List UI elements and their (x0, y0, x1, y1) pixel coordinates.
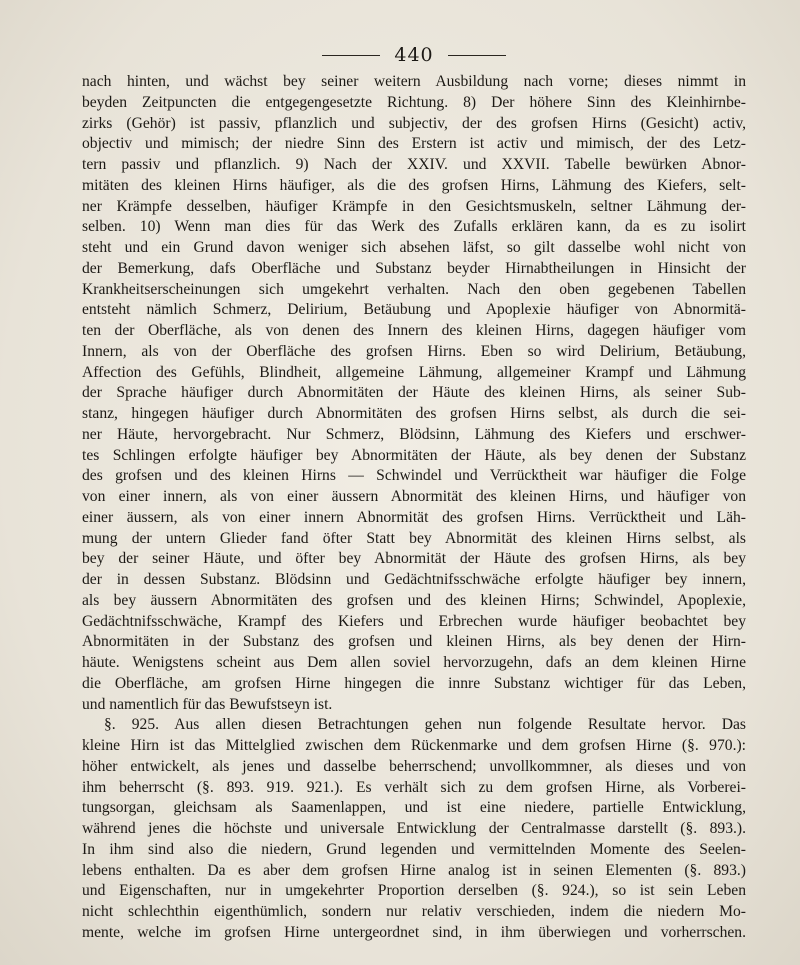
header-rule-left (322, 55, 380, 56)
text-line: zirks (Gehör) ist passiv, pflanzlich und subjectiv, der des grofsen Hirns (Gesicht) activ, (82, 114, 746, 132)
text-line: tern passiv und pflanzlich. 9) Nach der XXIV. und XXVII. Tabelle bewürken Abnor- (82, 156, 746, 173)
text-line: der in dessen Substanz. Blödsinn und Gedächtnifsschwäche erfolgte häufiger bey innern, (82, 571, 746, 588)
text-line: lebens enthalten. Da es aber dem grofsen Hirne analog ist in seinen Elementen (§. 893.) (82, 861, 746, 879)
text-line: und Eigenschaften, nur in umgekehrter Proportion derselben (§. 924.), so ist sein Leben (82, 882, 746, 900)
text-line: ner Häute, hervorgebracht. Nur Schmerz, Blödsinn, Lähmung des Kiefers und erschwer- (82, 425, 746, 443)
text-line: kleine Hirn ist das Mittelglied zwischen dem Rückenmarke und dem grofsen Hirne (§. 970.): (82, 737, 746, 754)
text-line: Innern, als von der Oberfläche des grofsen Hirns. Eben so wird Delirium, Betäubung, (82, 342, 746, 360)
body-text (82, 72, 746, 944)
header-rule-right (448, 55, 506, 56)
text-line: beyden Zeitpuncten die entgegengesetzte Richtung. 8) Der höhere Sinn des Kleinhirnbe- (82, 93, 746, 111)
text-line: die Oberfläche, am grofsen Hirne hingegen die innre Substanz wichtiger für das Leben, (82, 674, 746, 692)
text-line: häute. Wenigstens scheint aus Dem allen soviel hervorzugehn, dafs an dem kleinen Hirne (82, 654, 746, 671)
text-line: einer äussern, als von einer innern Abnormität des grofsen Hirns. Verrücktheit und Läh- (82, 508, 746, 526)
text-line: der Sprache häufiger durch Abnormitäten der Häute des kleinen Hirns, als seiner Sub- (82, 384, 746, 402)
page-header (82, 40, 746, 70)
text-line: mung der untern Glieder fand öfter Statt bey Abnormität des kleinen Hirns selbst, als (82, 529, 746, 547)
text-line: während jenes die höchste und universale Entwicklung der Centralmasse darstellt (§. 893.). (82, 820, 746, 837)
text-line: stanz, hingegen häufiger durch Abnormitäten des grofsen Hirns selbst, als durch die sei- (82, 405, 746, 422)
text-line: bey der seiner Häute, und öfter bey Abnormität der Häute des grofsen Hirns, als bey (82, 550, 746, 568)
text-line: In ihm sind also die niedern, Grund legenden und vermittelnden Momente des Seelen- (82, 840, 746, 858)
text-line: ihm beherrscht (§. 893. 919. 921.). Es verhält sich zu dem grofsen Hirne, als Vorberei- (82, 778, 746, 796)
text-line: tungsorgan, gleichsam als Saamenlappen, und ist eine niedere, partielle Entwicklung, (82, 799, 746, 817)
text-line: entsteht nämlich Schmerz, Delirium, Betäubung und Apoplexie häufiger von Abnormitä- (82, 301, 746, 319)
text-line: §. 925. Aus allen diesen Betrachtungen gehen nun folgende Resultate hervor. Das (104, 716, 746, 734)
text-line: nach hinten, und wächst bey seiner weitern Ausbildung nach vorne; dieses nimmt in (82, 73, 746, 90)
text-line: des grofsen und des kleinen Hirns — Schwindel und Verrücktheit war häufiger die Folge (82, 467, 746, 485)
text-line: Krankheitserscheinungen sich umgekehrt verhalten. Nach den oben gegebenen Tabellen (82, 280, 746, 298)
text-line: mitäten des kleinen Hirns häufiger, als die des grofsen Hirns, Lähmung des Kiefers, selt- (82, 176, 746, 194)
text-line: objectiv und mimisch; der niedre Sinn des Erstern ist activ und mimisch, der des Letz- (82, 135, 746, 153)
text-line: ten der Oberfläche, als von denen des Innern des kleinen Hirns, dagegen häufiger vom (82, 322, 746, 339)
page-number: 440 (394, 44, 434, 66)
text-line: als bey äussern Abnormitäten des grofsen und des kleinen Hirns; Schwindel, Apoplexie, (82, 591, 746, 609)
text-line: Abnormitäten in der Substanz des grofsen und kleinen Hirns, als bey denen der Hirn- (82, 633, 746, 651)
text-line: selben. 10) Wenn man dies für das Werk des Zufalls erklären kann, da es zu isolirt (82, 218, 746, 236)
text-line: von einer innern, als von einer äussern Abnormität des kleinen Hirns, und häufiger von (82, 488, 746, 505)
text-line: nicht schlechthin eigenthümlich, sondern nur relativ verschieden, indem die niedern Mo- (82, 903, 746, 920)
text-line: der Bemerkung, dafs Oberfläche und Substanz beyder Hirnabtheilungen in Hinsicht der (82, 259, 746, 277)
text-line: Gedächtnifsschwäche, Krampf des Kiefers und Erbrechen wurde häufiger beobachtet bey (82, 612, 746, 630)
text-line: Affection des Gefühls, Blindheit, allgemeine Lähmung, allgemeiner Krampf und Lähmung (82, 363, 746, 381)
text-line: steht und ein Grund davon weniger sich absehen läfst, so gilt dasselbe wohl nicht von (82, 239, 746, 256)
text-line: ner Krämpfe desselben, häufiger Krämpfe in den Gesichtsmuskeln, seltner Lähmung der- (82, 197, 746, 215)
text-line: tes Schlingen erfolgte häufiger bey Abnormitäten der Häute, als bey denen der Substanz (82, 446, 746, 464)
text-line: und namentlich für das Bewufstseyn ist. (82, 695, 333, 713)
text-line: mente, welche im grofsen Hirne untergeordnet sind, in ihm überwiegen und vorherrschen. (82, 923, 746, 941)
text-line: höher entwickelt, als jenes und dasselbe beherrschend; unvollkommner, als dieses und von (82, 757, 746, 775)
